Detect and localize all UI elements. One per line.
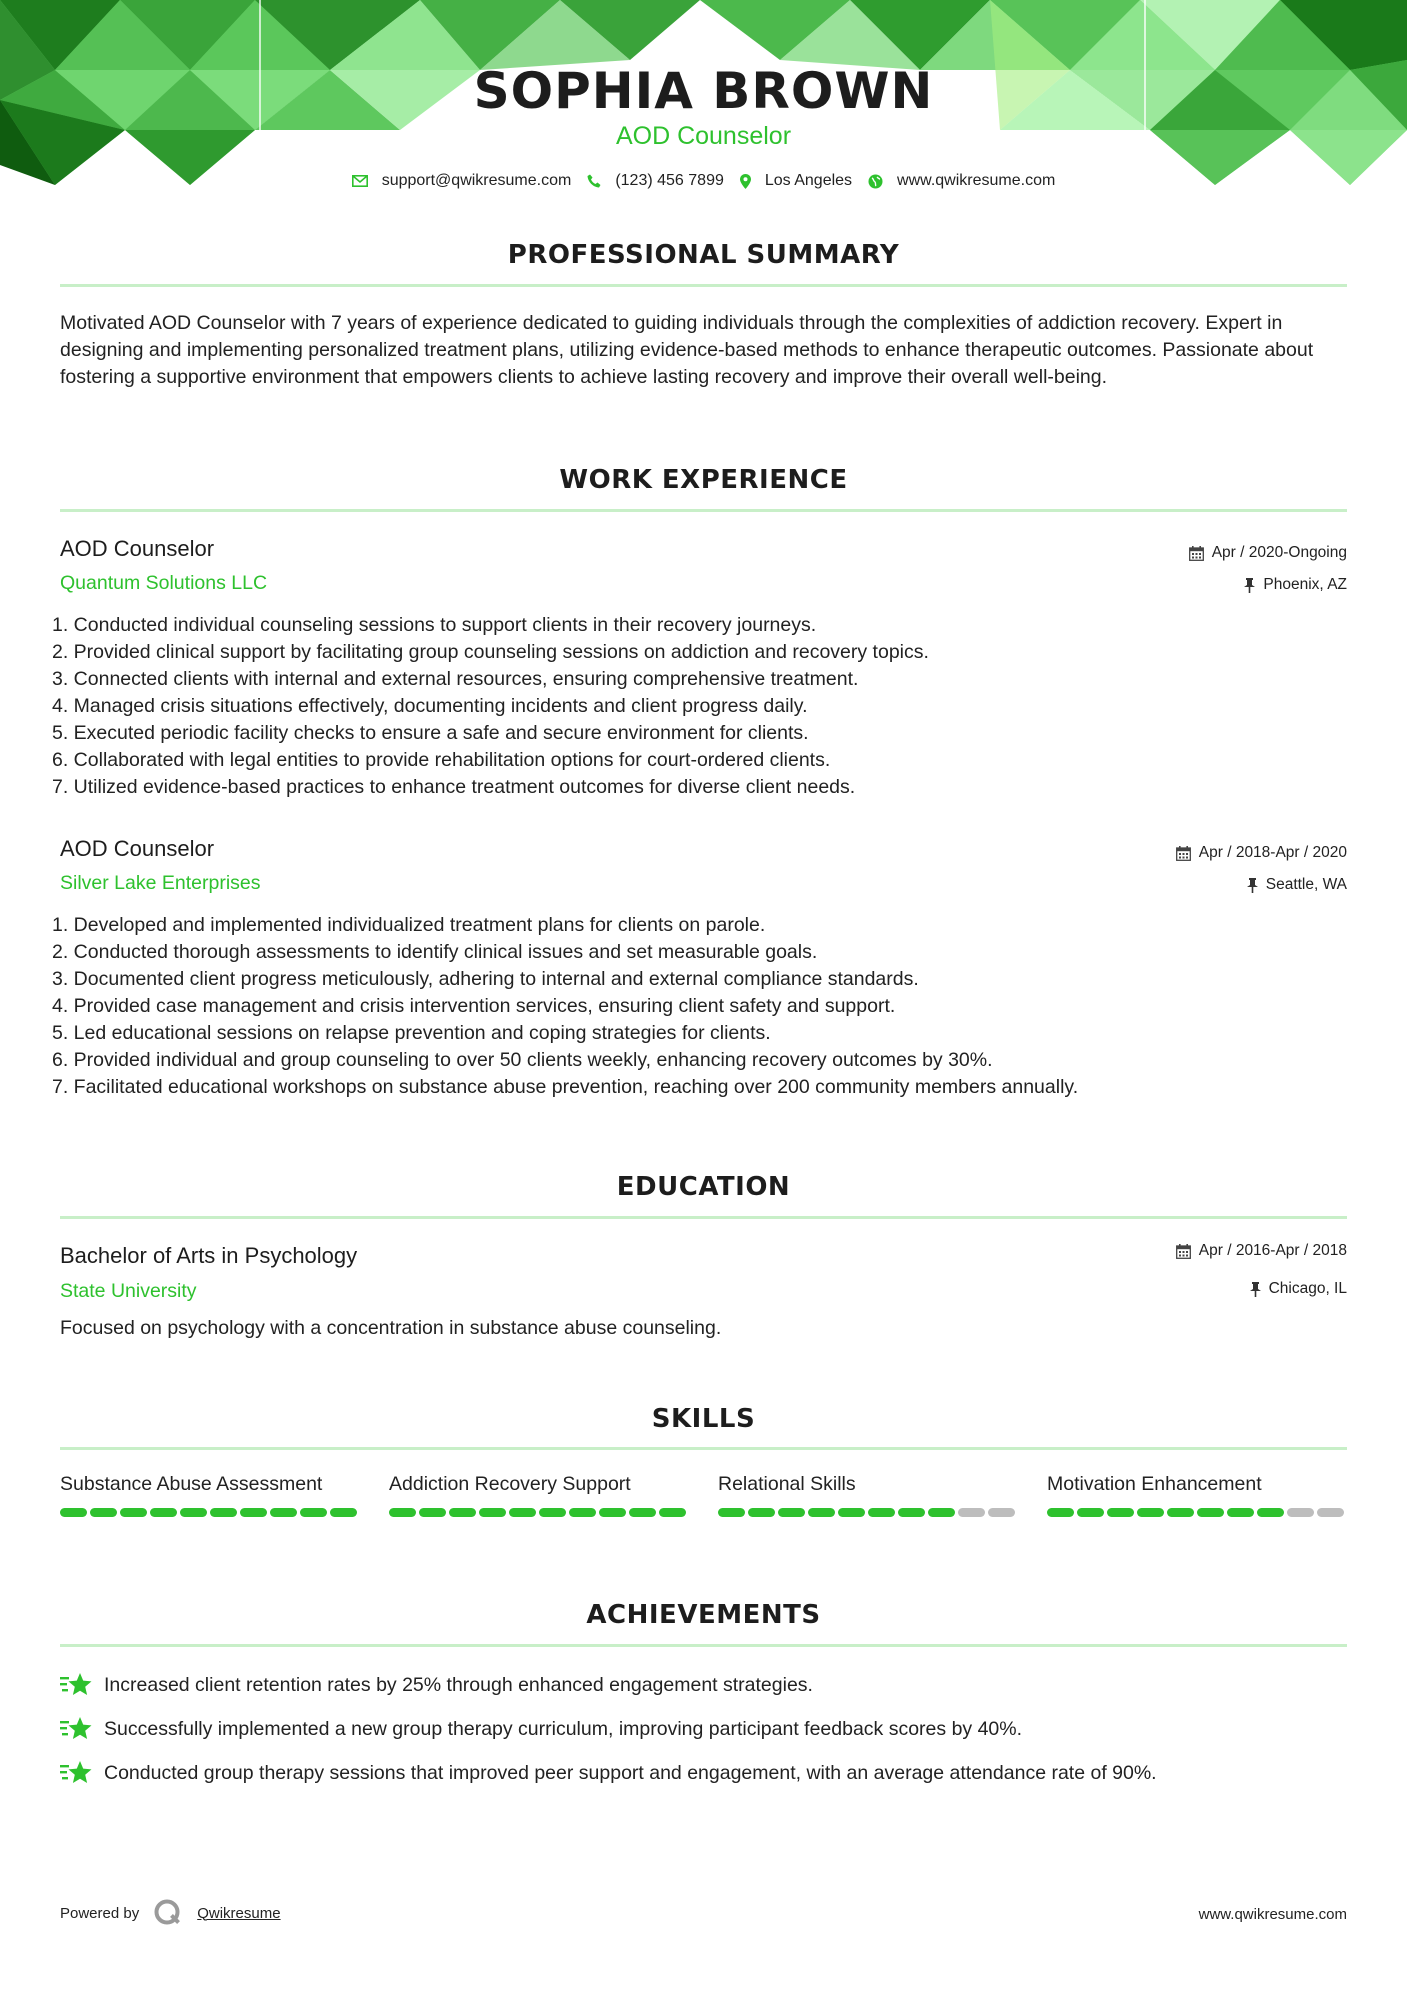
skill-segment-filled bbox=[718, 1508, 745, 1517]
calendar-icon bbox=[1176, 1244, 1191, 1259]
skill-rating-bar bbox=[389, 1508, 689, 1517]
skill-rating-bar bbox=[60, 1508, 360, 1517]
job-bullet: 3. Documented client progress meticulously, adhering to internal and external compliance standards. bbox=[52, 968, 919, 990]
education-dates-text: Apr / 2016-Apr / 2018 bbox=[1198, 1242, 1347, 1259]
skill-rating-bar bbox=[718, 1508, 1018, 1517]
job-bullet: 3. Connected clients with internal and external resources, ensuring comprehensive treatment. bbox=[52, 668, 859, 690]
job-title: AOD Counselor bbox=[60, 836, 215, 861]
contact-phone[interactable] bbox=[587, 172, 724, 190]
job-bullet: 4. Provided case management and crisis intervention services, ensuring client safety and support. bbox=[52, 995, 896, 1017]
skill-segment-filled bbox=[1167, 1508, 1194, 1517]
footer-powered-by bbox=[60, 1898, 281, 1928]
job-bullet: 7. Utilized evidence-based practices to enhance treatment outcomes for diverse client needs. bbox=[52, 776, 856, 798]
skill-item bbox=[60, 1471, 360, 1517]
education-description: Focused on psychology with a concentration in substance abuse counseling. bbox=[60, 1317, 722, 1339]
skill-segment-filled bbox=[509, 1508, 536, 1517]
pushpin-icon bbox=[1250, 1282, 1261, 1297]
star-speed-icon bbox=[60, 1672, 92, 1698]
skill-segment-filled bbox=[270, 1508, 297, 1517]
skill-item bbox=[1047, 1471, 1347, 1517]
achievement-text: Increased client retention rates by 25% through enhanced engagement strategies. bbox=[104, 1673, 813, 1696]
experience-divider bbox=[60, 509, 1347, 512]
education-heading: EDUCATION bbox=[616, 1172, 791, 1202]
phone-icon bbox=[587, 174, 601, 188]
summary-heading: PROFESSIONAL SUMMARY bbox=[507, 240, 900, 270]
contact-phone-text: (123) 456 7899 bbox=[615, 172, 724, 189]
skill-segment-filled bbox=[1107, 1508, 1134, 1517]
skill-segment-filled bbox=[180, 1508, 207, 1517]
job-bullet: 5. Led educational sessions on relapse prevention and coping strategies for clients. bbox=[52, 1022, 771, 1044]
skill-segment-filled bbox=[90, 1508, 117, 1517]
job-bullets bbox=[52, 612, 1352, 801]
achievement-text: Conducted group therapy sessions that improved peer support and engagement, with an average attendance rate of 90%. bbox=[104, 1761, 1157, 1784]
footer-website[interactable]: www.qwikresume.com bbox=[1198, 1906, 1347, 1923]
job-dates-text: Apr / 2020-Ongoing bbox=[1211, 544, 1347, 561]
skills-heading: SKILLS bbox=[651, 1404, 756, 1434]
skill-segment-filled bbox=[778, 1508, 805, 1517]
education-location bbox=[1250, 1280, 1347, 1298]
skill-segment-empty bbox=[988, 1508, 1015, 1517]
job-bullet: 1. Developed and implemented individualized treatment plans for clients on parole. bbox=[52, 914, 766, 936]
job-dates bbox=[1189, 544, 1347, 562]
globe-icon bbox=[868, 174, 883, 189]
calendar-icon bbox=[1176, 846, 1191, 861]
job-location-text: Seattle, WA bbox=[1265, 876, 1347, 893]
job-bullet: 6. Provided individual and group counseling to over 50 clients weekly, enhancing recovery outcomes by 30%. bbox=[52, 1049, 993, 1071]
skill-name: Relational Skills bbox=[718, 1473, 856, 1495]
pushpin-icon bbox=[1244, 578, 1255, 593]
skill-name: Substance Abuse Assessment bbox=[60, 1473, 323, 1495]
skill-segment-filled bbox=[898, 1508, 925, 1517]
skill-segment-filled bbox=[1047, 1508, 1074, 1517]
job-bullet: 4. Managed crisis situations effectively, documenting incidents and client progress daily. bbox=[52, 695, 808, 717]
job-title: AOD Counselor bbox=[60, 536, 215, 561]
skill-segment-filled bbox=[1257, 1508, 1284, 1517]
job-location-text: Phoenix, AZ bbox=[1263, 576, 1347, 593]
job-dates bbox=[1176, 844, 1347, 862]
skill-segment-empty bbox=[1287, 1508, 1314, 1517]
skill-segment-filled bbox=[479, 1508, 506, 1517]
powered-by-label: Powered by bbox=[60, 1904, 140, 1922]
skill-segment-filled bbox=[240, 1508, 267, 1517]
job-bullet: 5. Executed periodic facility checks to ensure a safe and secure environment for clients. bbox=[52, 722, 809, 744]
skill-segment-filled bbox=[599, 1508, 626, 1517]
skill-segment-filled bbox=[539, 1508, 566, 1517]
contact-website[interactable] bbox=[868, 172, 1055, 190]
contact-website-text: www.qwikresume.com bbox=[897, 172, 1056, 189]
job-bullet: 7. Facilitated educational workshops on substance abuse prevention, reaching over 200 community members annually. bbox=[52, 1076, 1079, 1098]
experience-heading: WORK EXPERIENCE bbox=[559, 465, 848, 495]
skill-segment-filled bbox=[928, 1508, 955, 1517]
skill-segment-empty bbox=[958, 1508, 985, 1517]
achievements-divider bbox=[60, 1644, 1347, 1647]
job-dates-text: Apr / 2018-Apr / 2020 bbox=[1198, 844, 1347, 861]
achievement-text: Successfully implemented a new group therapy curriculum, improving participant feedback scores by 40%. bbox=[104, 1717, 1023, 1740]
contact-email[interactable] bbox=[352, 172, 572, 190]
education-dates bbox=[1176, 1242, 1347, 1260]
summary-text: Motivated AOD Counselor with 7 years of experience dedicated to guiding individuals through the complexities of addiction recovery. Expert in designing and implementing personalized treatment plans, utilizing evidence-based methods to enhance therapeutic outcomes. Passionate about fostering a supportive environment that empowers clients to achieve lasting recovery and improve their overall well-being. bbox=[60, 312, 1314, 388]
skill-segment-filled bbox=[569, 1508, 596, 1517]
pushpin-icon bbox=[1247, 878, 1258, 893]
skills-divider bbox=[60, 1447, 1347, 1450]
contact-location bbox=[740, 172, 852, 190]
calendar-icon bbox=[1189, 546, 1204, 561]
skill-segment-filled bbox=[1197, 1508, 1224, 1517]
degree-title: Bachelor of Arts in Psychology bbox=[60, 1243, 358, 1268]
achievement-item bbox=[60, 1716, 1022, 1742]
skill-name: Addiction Recovery Support bbox=[389, 1473, 631, 1495]
job-location bbox=[1244, 576, 1347, 594]
skill-segment-filled bbox=[808, 1508, 835, 1517]
job-company: Silver Lake Enterprises bbox=[60, 872, 261, 894]
skill-segment-filled bbox=[210, 1508, 237, 1517]
summary-divider bbox=[60, 284, 1347, 287]
contact-bar bbox=[0, 172, 1407, 190]
star-speed-icon bbox=[60, 1716, 92, 1742]
map-pin-icon bbox=[740, 174, 751, 189]
skill-item bbox=[389, 1471, 689, 1517]
candidate-name: SOPHIA BROWN bbox=[473, 62, 934, 120]
job-bullet: 2. Provided clinical support by facilitating group counseling sessions on addiction and recovery topics. bbox=[52, 641, 929, 663]
job-bullet: 1. Conducted individual counseling sessions to support clients in their recovery journeys. bbox=[52, 614, 817, 636]
skill-segment-filled bbox=[419, 1508, 446, 1517]
job-bullet: 6. Collaborated with legal entities to provide rehabilitation options for court-ordered clients. bbox=[52, 749, 831, 771]
job-location bbox=[1247, 876, 1347, 894]
skill-segment-filled bbox=[629, 1508, 656, 1517]
achievements-heading: ACHIEVEMENTS bbox=[586, 1600, 821, 1630]
contact-location-text: Los Angeles bbox=[764, 172, 853, 189]
job-bullet: 2. Conducted thorough assessments to identify clinical issues and set measurable goals. bbox=[52, 941, 818, 963]
achievement-item bbox=[60, 1672, 813, 1698]
school-name: State University bbox=[60, 1280, 197, 1302]
envelope-icon bbox=[352, 175, 368, 187]
skill-segment-filled bbox=[300, 1508, 327, 1517]
skill-segment-filled bbox=[1077, 1508, 1104, 1517]
skill-segment-empty bbox=[1317, 1508, 1344, 1517]
skill-segment-filled bbox=[748, 1508, 775, 1517]
skill-segment-filled bbox=[330, 1508, 357, 1517]
star-speed-icon bbox=[60, 1760, 92, 1786]
skill-segment-filled bbox=[120, 1508, 147, 1517]
skill-rating-bar bbox=[1047, 1508, 1347, 1517]
education-divider bbox=[60, 1216, 1347, 1219]
skill-item bbox=[718, 1471, 1018, 1517]
skill-segment-filled bbox=[389, 1508, 416, 1517]
candidate-role: AOD Counselor bbox=[615, 122, 792, 150]
education-location-text: Chicago, IL bbox=[1268, 1280, 1347, 1297]
job-company: Quantum Solutions LLC bbox=[60, 572, 268, 594]
skill-segment-filled bbox=[1227, 1508, 1254, 1517]
achievement-item bbox=[60, 1760, 1157, 1786]
skill-segment-filled bbox=[150, 1508, 177, 1517]
skill-segment-filled bbox=[449, 1508, 476, 1517]
contact-email-text: support@qwikresume.com bbox=[381, 172, 572, 189]
skill-segment-filled bbox=[838, 1508, 865, 1517]
job-bullets bbox=[52, 912, 1352, 1101]
qwikresume-logo-icon bbox=[153, 1898, 183, 1928]
skill-segment-filled bbox=[659, 1508, 686, 1517]
skill-segment-filled bbox=[1137, 1508, 1164, 1517]
skill-name: Motivation Enhancement bbox=[1047, 1473, 1262, 1495]
skill-segment-filled bbox=[60, 1508, 87, 1517]
skill-segment-filled bbox=[868, 1508, 895, 1517]
qwikresume-link[interactable]: Qwikresume bbox=[197, 1904, 281, 1922]
